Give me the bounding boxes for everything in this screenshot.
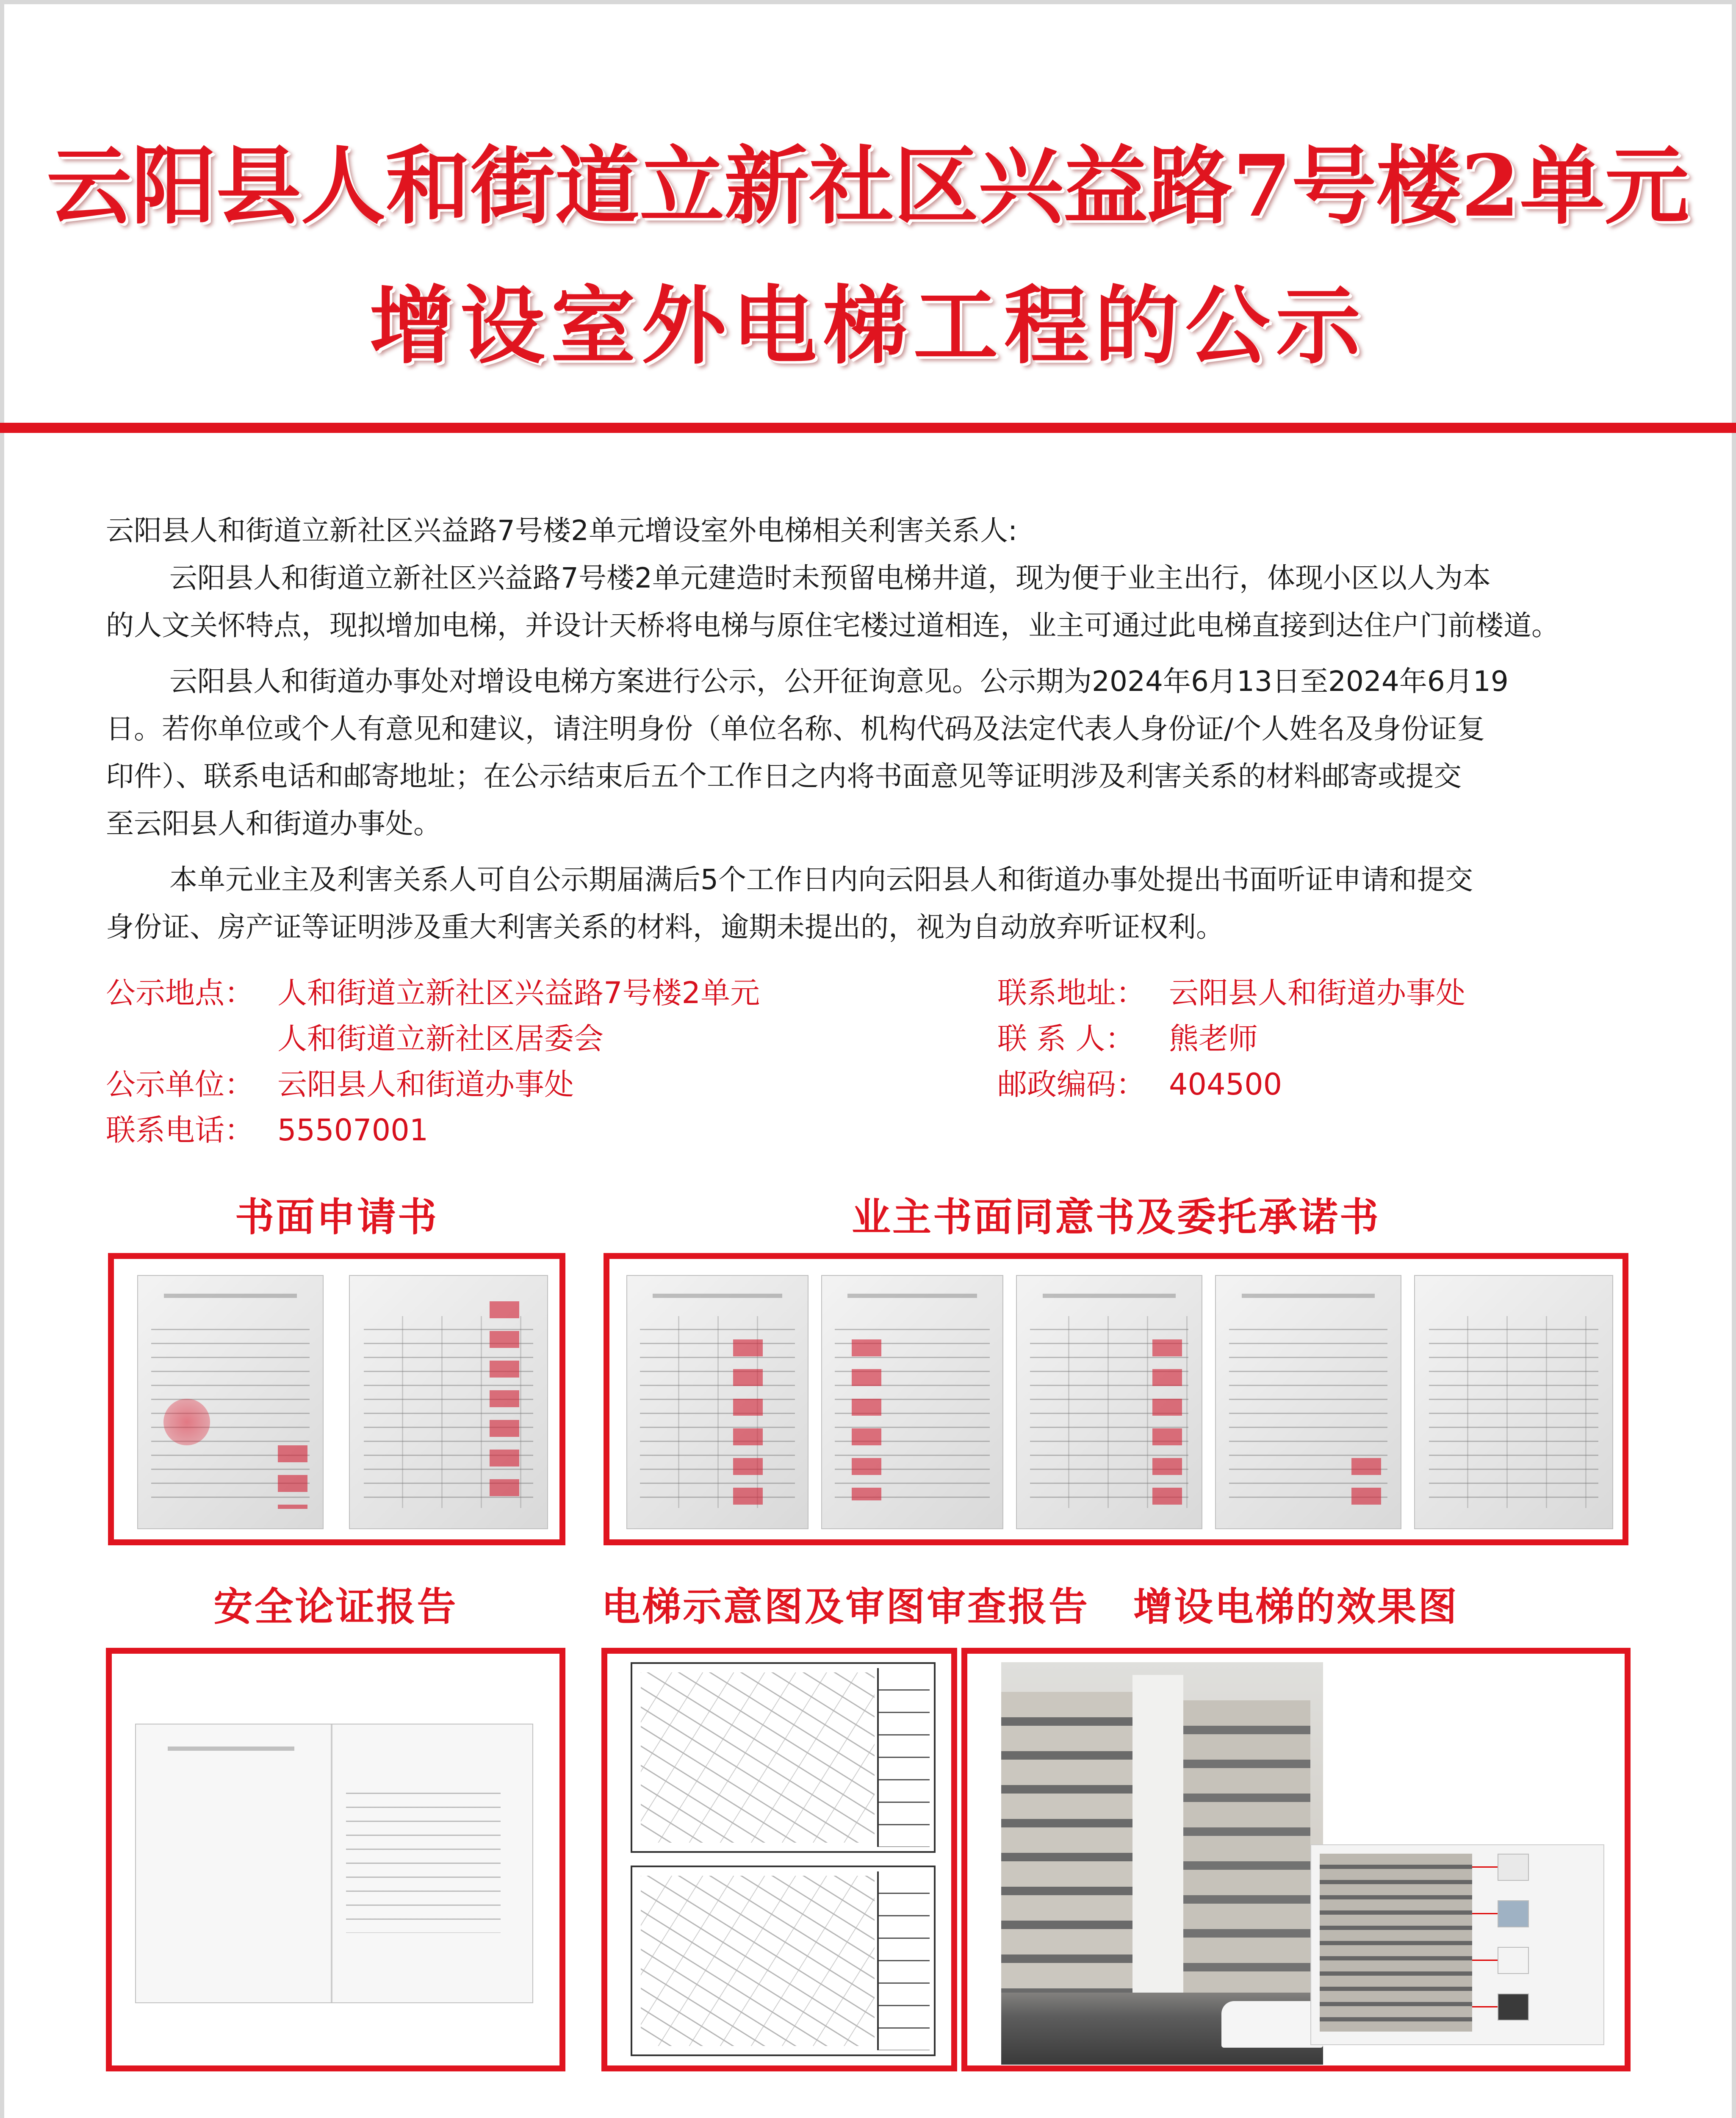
consent-photo-5 [1414, 1275, 1613, 1529]
paragraph-3-line-2: 身份证、房产证等证明涉及重大利害关系的材料，逾期未提出的，视为自动放弃听证权利。 [106, 911, 1224, 943]
application-panel [108, 1253, 565, 1545]
consent-photo-2 [821, 1275, 1003, 1529]
paragraph-2-line-4: 至云阳县人和街道办事处。 [106, 807, 441, 840]
contact-person-label: 联 系 人： [997, 1021, 1135, 1056]
address-value: 云阳县人和街道办事处 [1169, 976, 1465, 1010]
rendering-panel [961, 1648, 1631, 2071]
consent-photo-4 [1215, 1275, 1401, 1529]
consent-photo-1 [626, 1275, 808, 1529]
unit-value: 云阳县人和街道办事处 [277, 1067, 574, 1102]
paragraph-2-line-1: 云阳县人和街道办事处对增设电梯方案进行公示，公开征询意见。公示期为2024年6月13日至2024年6月19 [169, 665, 1509, 698]
safety-panel [106, 1648, 565, 2071]
section-title-rendering: 增设电梯的效果图 [1133, 1584, 1459, 1630]
application-photo-2 [349, 1275, 548, 1529]
title-divider [0, 423, 1736, 433]
consent-panel [604, 1253, 1628, 1545]
phone-value: 55507001 [277, 1113, 429, 1148]
address-label: 联系地址： [997, 976, 1146, 1010]
location-value-2: 人和街道立新社区居委会 [277, 1021, 604, 1056]
section-title-consent: 业主书面同意书及委托承诺书 [851, 1195, 1380, 1240]
section-title-diagram: 电梯示意图及审图审查报告 [601, 1584, 1090, 1630]
section-title-application: 书面申请书 [235, 1195, 438, 1240]
safety-report-photo [135, 1724, 533, 2003]
phone-label: 联系电话： [106, 1113, 254, 1148]
section-title-safety: 安全论证报告 [213, 1584, 458, 1630]
location-value-1: 人和街道立新社区兴益路7号楼2单元 [277, 976, 760, 1010]
postcode-value: 404500 [1169, 1067, 1282, 1102]
diagram-panel [601, 1648, 957, 2071]
salutation: 云阳县人和街道立新社区兴益路7号楼2单元增设室外电梯相关利害关系人: [106, 514, 1018, 547]
postcode-label: 邮政编码： [997, 1067, 1146, 1102]
location-label: 公示地点： [106, 976, 254, 1010]
elevator-diagram-sheet-1 [631, 1662, 936, 1853]
elevator-diagram-sheet-2 [631, 1866, 936, 2056]
paragraph-2-line-2: 日。若你单位或个人有意见和建议，请注明身份（单位名称、机构代码及法定代表人身份证/个人姓名及身份证复 [106, 712, 1485, 745]
paragraph-3-line-1: 本单元业主及利害关系人可自公示期届满后5个工作日内向云阳县人和街道办事处提出书面听证申请和提交 [169, 863, 1473, 896]
paragraph-1-line-2: 的人文关怀特点，现拟增加电梯，并设计天桥将电梯与原住宅楼过道相连，业主可通过此电梯直接到达住户门前楼道。 [106, 609, 1559, 642]
contact-person-value: 熊老师 [1169, 1021, 1258, 1056]
rendering-material-sheet [1310, 1844, 1604, 2045]
elevator-rendering-photo [1001, 1662, 1323, 2065]
poster-title-line1: 云阳县人和街道立新社区兴益路7号楼2单元 [47, 136, 1689, 236]
poster-title-line2: 增设室外电梯工程的公示 [369, 276, 1367, 376]
unit-label: 公示单位： [106, 1067, 254, 1102]
paragraph-1-line-1: 云阳县人和街道立新社区兴益路7号楼2单元建造时未预留电梯井道，现为便于业主出行，体现小区以人为本 [169, 562, 1491, 594]
paragraph-2-line-3: 印件）、联系电话和邮寄地址；在公示结束后五个工作日之内将书面意见等证明涉及利害关系的材料邮寄或提交 [106, 760, 1462, 793]
application-photo-1 [137, 1275, 324, 1529]
consent-photo-3 [1016, 1275, 1202, 1529]
